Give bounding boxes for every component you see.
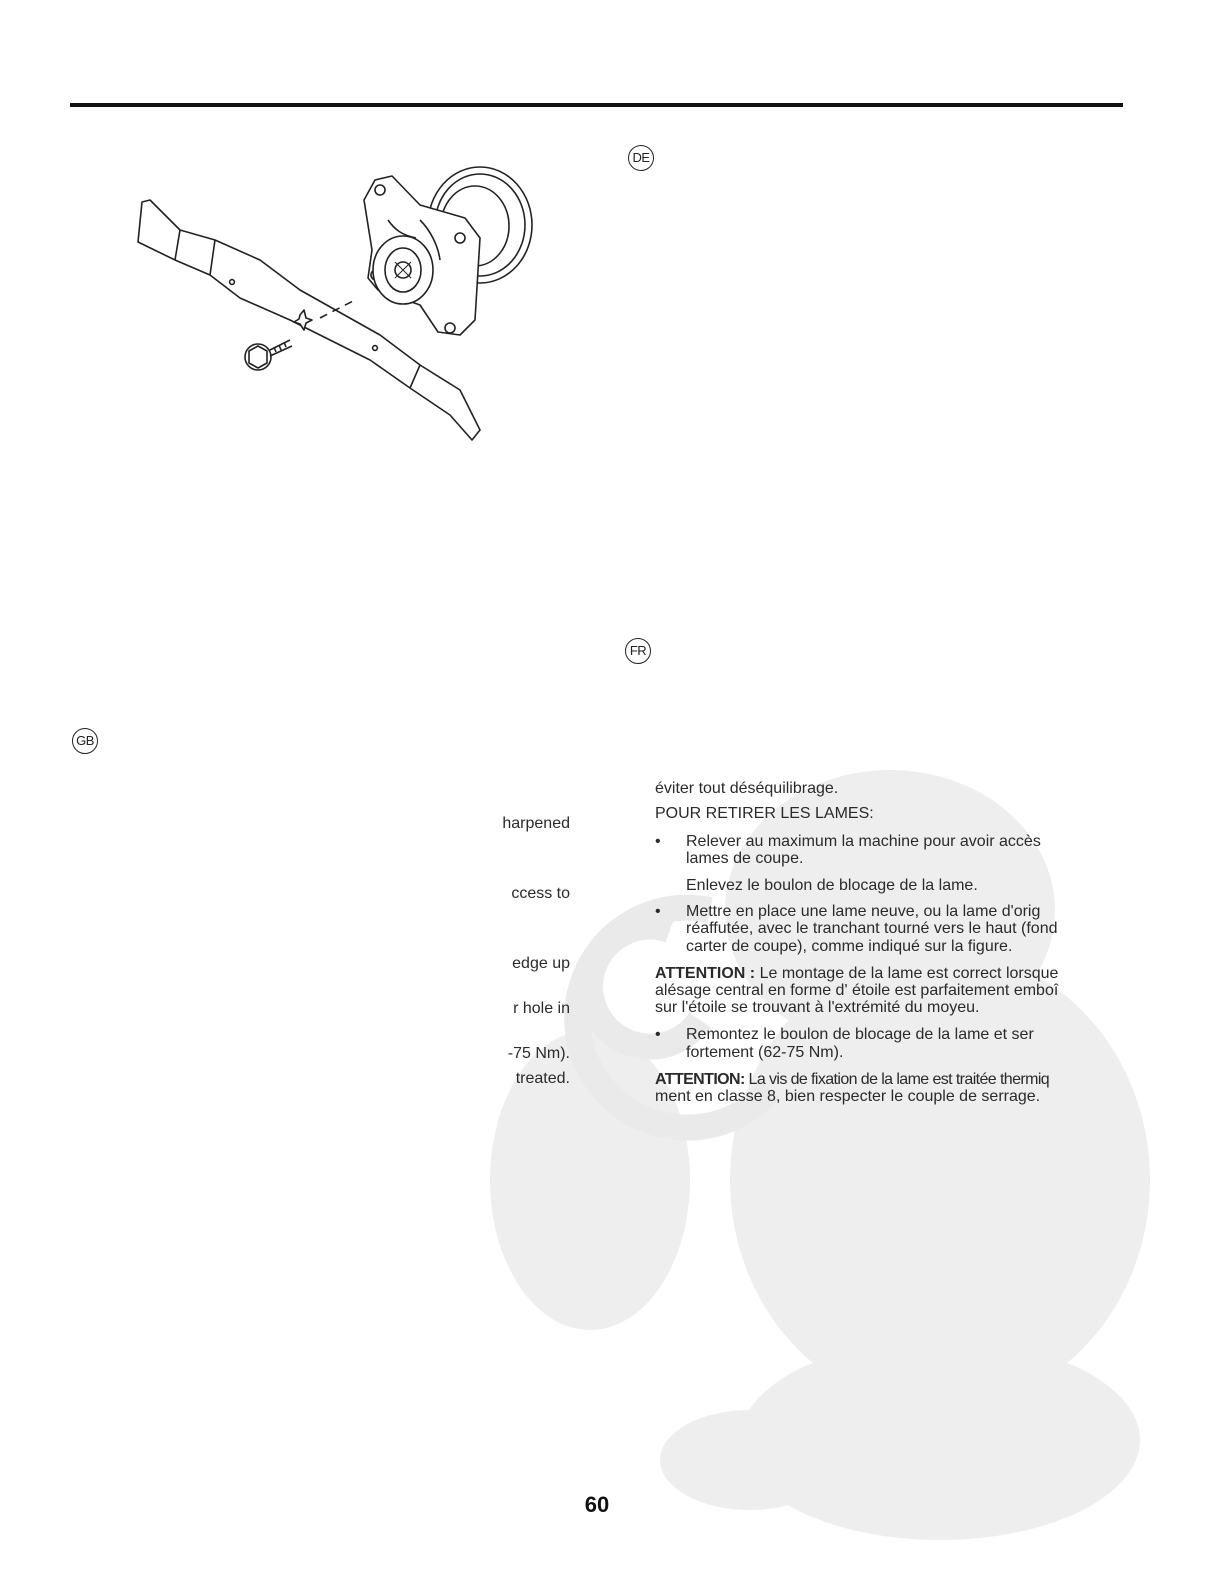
lang-badge-gb: GB bbox=[72, 728, 98, 754]
attention-label: ATTENTION : bbox=[655, 965, 756, 982]
fr-bullet-3-line: carter de coupe), comme indiqué sur la figure. bbox=[686, 938, 1013, 955]
gb-text-fragment: treated. bbox=[515, 1070, 570, 1087]
fr-attention-2-line: ment en classe 8, bien respecter le couple de serrage. bbox=[655, 1088, 1041, 1105]
lang-badge-de: DE bbox=[628, 145, 654, 171]
fr-attention-2 bbox=[655, 1071, 1100, 1089]
gb-text-fragment: harpened bbox=[502, 815, 570, 832]
fr-step-2: Enlevez le boulon de blocage de la lame. bbox=[686, 877, 978, 894]
fr-attention-1 bbox=[655, 965, 1100, 983]
lang-badge-fr: FR bbox=[625, 638, 651, 664]
fr-heading: POUR RETIRER LES LAMES: bbox=[655, 805, 874, 822]
page-number: 60 bbox=[584, 1492, 610, 1517]
fr-attention-1-line: alésage central en forme d' étoile est parfaitement emboî bbox=[655, 982, 1059, 999]
fr-bullet-3-line: réaffutée, avec le tranchant tourné vers le haut (fond bbox=[686, 920, 1058, 937]
fr-bullet-1-line: Relever au maximum la machine pour avoir accès bbox=[686, 833, 1041, 850]
gb-text-fragment: -75 Nm). bbox=[507, 1045, 570, 1062]
fr-bullet-4-line: fortement (62-75 Nm). bbox=[686, 1044, 844, 1061]
attention-text: La vis de fixation de la lame est traitée thermiq bbox=[744, 1071, 1050, 1088]
bullet: • bbox=[655, 903, 661, 920]
fr-attention-1-line: sur l'étoile se trouvant à l'extrémité du moyeu. bbox=[655, 999, 980, 1016]
gb-text-fragment: ccess to bbox=[511, 885, 570, 902]
fr-bullet-1-line: lames de coupe. bbox=[686, 850, 804, 867]
blade-assembly-illustration bbox=[120, 160, 560, 450]
fr-instructions bbox=[655, 778, 1100, 1118]
fr-bullet-4-line: Remontez le boulon de blocage de la lame et ser bbox=[686, 1026, 1034, 1043]
gb-text-fragment: edge up bbox=[512, 955, 570, 972]
attention-label: ATTENTION: bbox=[655, 1071, 745, 1088]
attention-text: Le montage de la lame est correct lorsque bbox=[755, 965, 1059, 982]
gb-text-fragment: r hole in bbox=[513, 1000, 570, 1017]
fr-intro: éviter tout déséquilibrage. bbox=[655, 780, 839, 797]
fr-bullet-3-line: Mettre en place une lame neuve, ou la lame d'orig bbox=[686, 903, 1041, 920]
top-rule bbox=[70, 103, 1123, 107]
bullet: • bbox=[655, 1026, 661, 1043]
bullet: • bbox=[655, 833, 661, 850]
